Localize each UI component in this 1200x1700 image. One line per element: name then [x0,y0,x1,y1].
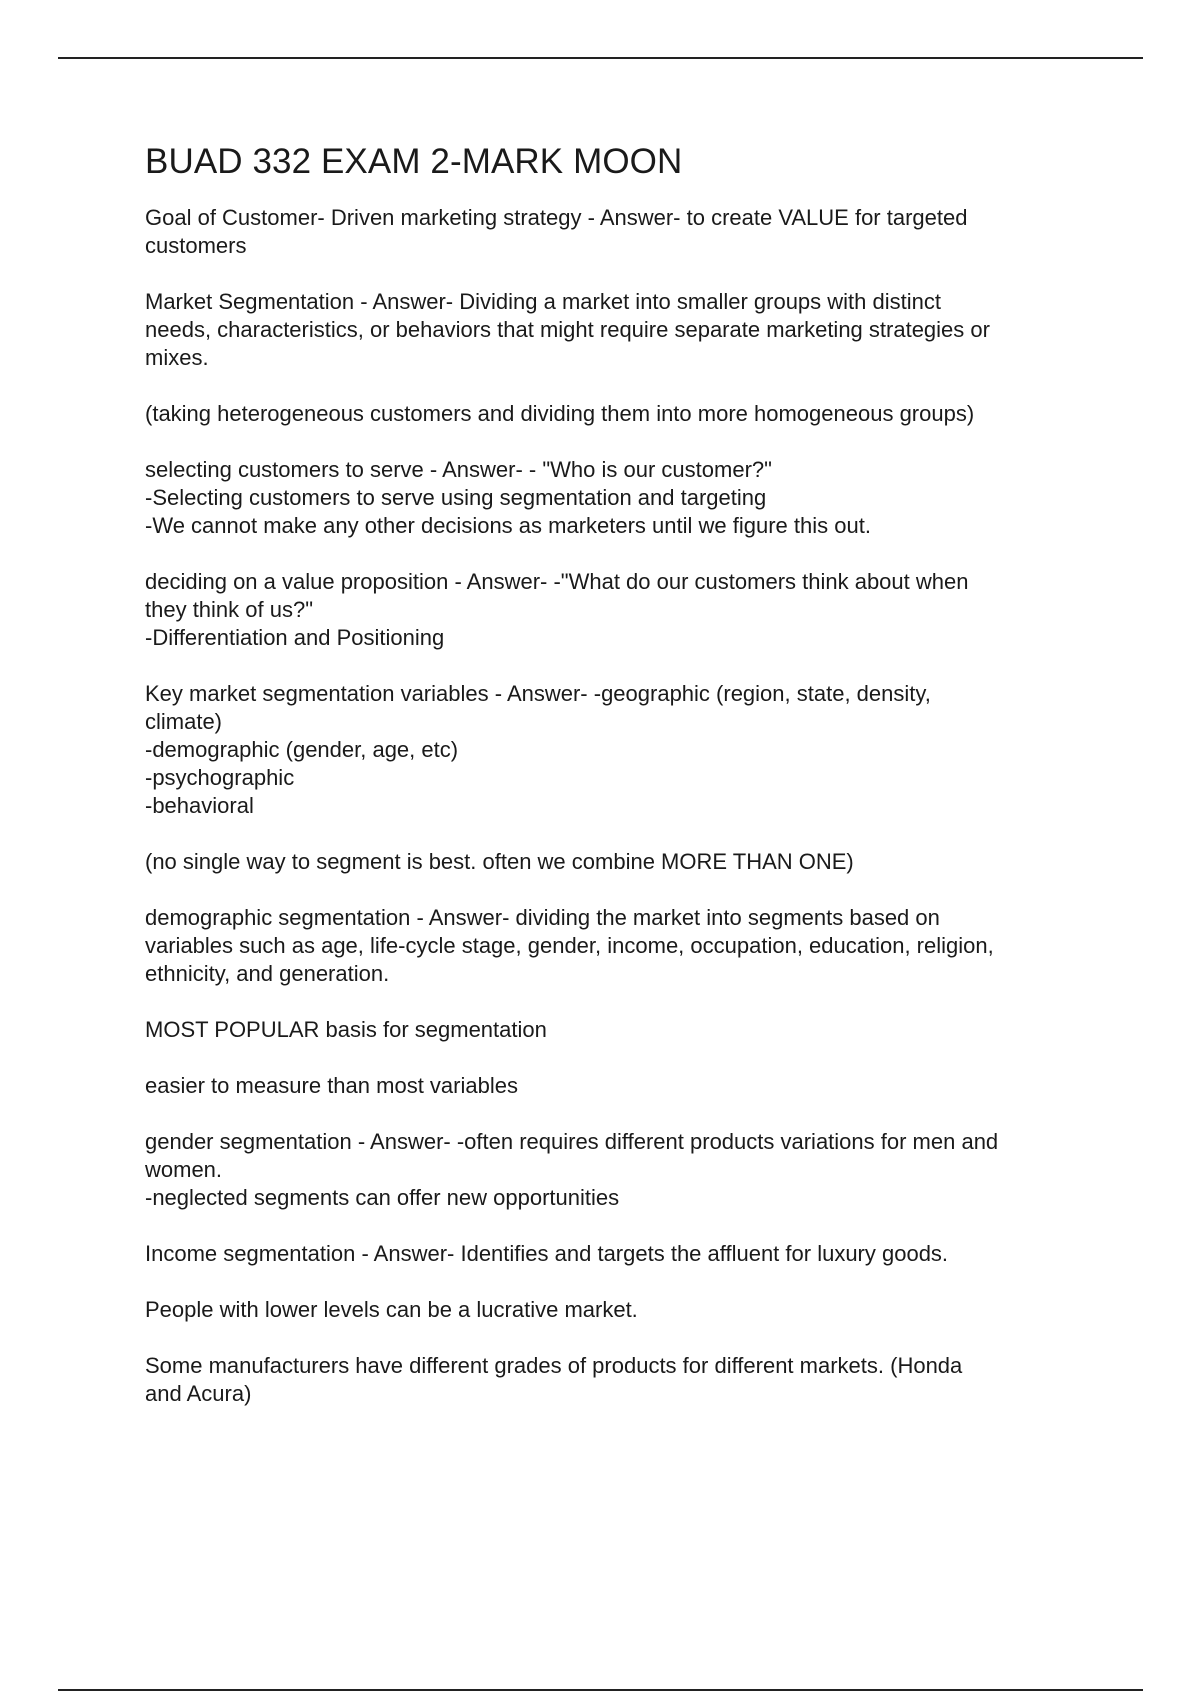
note-paragraph: (no single way to segment is best. often we combine MORE THAN ONE) [145,849,854,874]
qa-paragraph: Key market segmentation variables - Answer- -geographic (region, state, density, climate) -demographic (gender, age, etc) -psychographic -behavioral [145,681,931,818]
qa-paragraph: Income segmentation - Answer- Identifies and targets the affluent for luxury goods. [145,1241,949,1266]
qa-paragraph: Market Segmentation - Answer- Dividing a market into smaller groups with distinct needs, characteristics, or behaviors that might require separate marketing strategies or mixes. [145,289,990,370]
note-paragraph: (taking heterogeneous customers and dividing them into more homogeneous groups) [145,401,975,426]
bottom-divider [58,1689,1143,1691]
note-paragraph: MOST POPULAR basis for segmentation [145,1017,547,1042]
note-paragraph: easier to measure than most variables [145,1073,518,1098]
qa-paragraph: Goal of Customer- Driven marketing strategy - Answer- to create VALUE for targeted customers [145,205,968,258]
document-title: BUAD 332 EXAM 2-MARK MOON [145,142,683,181]
note-paragraph: Some manufacturers have different grades of products for different markets. (Honda and Acura) [145,1353,963,1406]
qa-paragraph: selecting customers to serve - Answer- - "Who is our customer?" -Selecting customers to serve using segmentation and targeting -We cannot make any other decisions as marketers until we figure this out. [145,457,871,538]
qa-paragraph: demographic segmentation - Answer- dividing the market into segments based on variables such as age, life-cycle stage, gender, income, occupation, education, religion, ethnicity, and generation. [145,905,994,986]
top-divider [58,57,1143,59]
qa-paragraph: gender segmentation - Answer- -often requires different products variations for men and women. -neglected segments can offer new opportunities [145,1129,999,1210]
document-body [145,140,1105,1436]
note-paragraph: People with lower levels can be a lucrative market. [145,1297,638,1322]
qa-paragraph: deciding on a value proposition - Answer- -"What do our customers think about when they think of us?" -Differentiation and Positioning [145,569,969,650]
